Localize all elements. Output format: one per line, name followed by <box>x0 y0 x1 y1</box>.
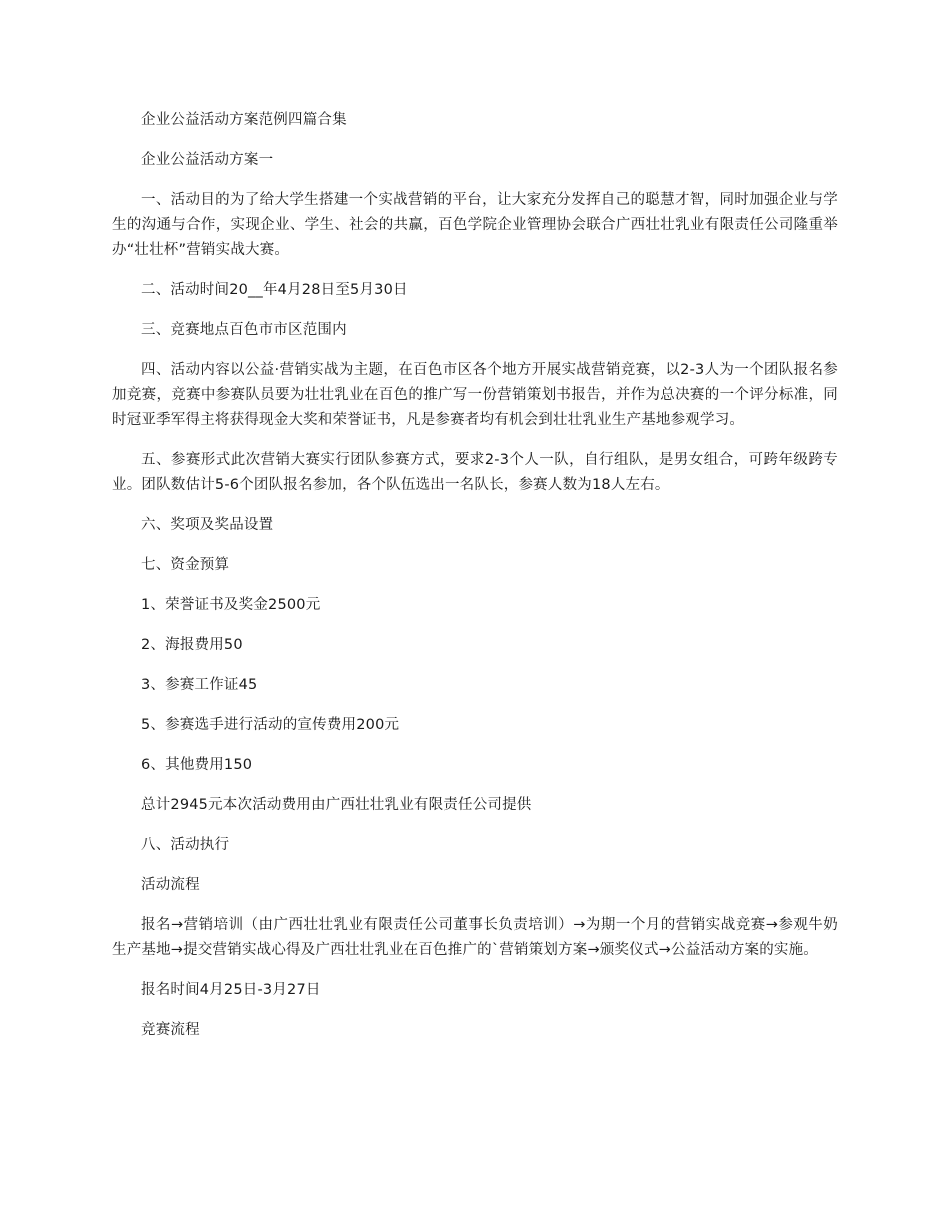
paragraph-process-heading: 活动流程 <box>141 877 200 893</box>
budget-item: 6、其他费用150 <box>141 757 253 773</box>
paragraph-location: 三、竞赛地点百色市市区范围内 <box>141 322 347 338</box>
paragraph-signup-time: 报名时间4月25日-3月27日 <box>141 982 321 998</box>
paragraph-process: 报名→营销培训（由广西壮壮乳业有限责任公司董事长负责培训）→为期一个月的营销实战竞赛→参观牛奶生产基地→提交营销实战心得及广西壮壮乳业在百色推广的`营销策划方案→颁奖仪式→公益活动方案的实施。 <box>112 917 838 958</box>
budget-total: 总计2945元本次活动费用由广西壮壮乳业有限责任公司提供 <box>141 797 532 813</box>
paragraph-time: 二、活动时间20__年4月28日至5月30日 <box>141 282 408 298</box>
document-title: 企业公益活动方案范例四篇合集 <box>141 112 347 128</box>
budget-item: 5、参赛选手进行活动的宣传费用200元 <box>141 717 400 733</box>
budget-item: 1、荣誉证书及奖金2500元 <box>141 597 321 613</box>
paragraph-competition-heading: 竞赛流程 <box>141 1022 200 1038</box>
paragraph-purpose: 一、活动目的为了给大学生搭建一个实战营销的平台，让大家充分发挥自己的聪慧才智，同时加强企业与学生的沟通与合作，实现企业、学生、社会的共赢，百色学院企业管理协会联合广西壮壮乳业有限责任公司隆重举办“壮壮杯”营销实战大赛。 <box>112 192 838 258</box>
paragraph-format: 五、参赛形式此次营销大赛实行团队参赛方式，要求2-3个人一队，自行组队，是男女组合，可跨年级跨专业。团队数估计5-6个团队报名参加，各个队伍选出一名队长，参赛人数为18人左右。 <box>112 452 838 493</box>
paragraph-budget: 七、资金预算 <box>141 557 230 573</box>
paragraph-execution: 八、活动执行 <box>141 837 230 853</box>
budget-item: 2、海报费用50 <box>141 637 243 653</box>
paragraph-content: 四、活动内容以公益·营销实战为主题，在百色市区各个地方开展实战营销竞赛，以2-3人为一个团队报名参加竞赛，竞赛中参赛队员要为壮壮乳业在百色的推广写一份营销策划书报告，并作为总决赛的一个评分标准，同时冠亚季军得主将获得现金大奖和荣誉证书，凡是参赛者均有机会到壮壮乳业生产基地参观学习。 <box>112 362 838 428</box>
budget-item: 3、参赛工作证45 <box>141 677 258 693</box>
section-heading: 企业公益活动方案一 <box>141 152 274 168</box>
paragraph-awards: 六、奖项及奖品设置 <box>141 517 274 533</box>
document-page <box>112 108 838 1058</box>
